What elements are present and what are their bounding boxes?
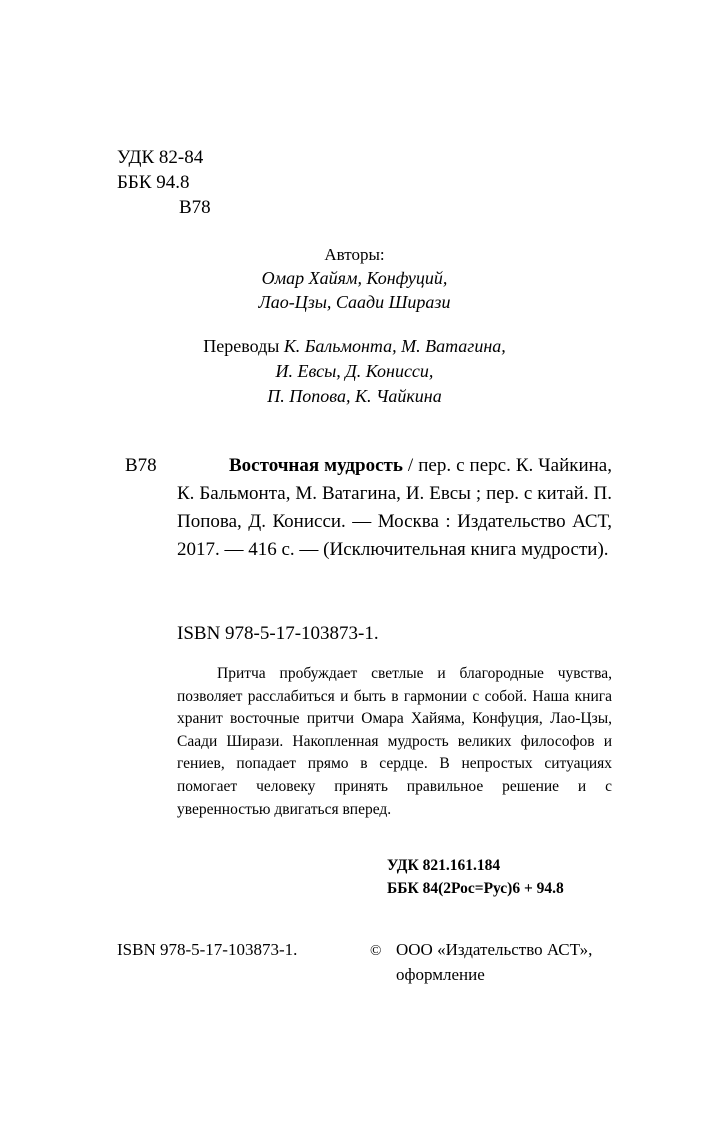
translators-block [0,334,709,409]
annotation-text: Притча пробуждает светлые и благородные чувства, позволяет расслабиться и быть в гармонии с собой. Наша книга хранит восточные притчи Омара Хайяма, Конфуция, Лао-Цзы, Саади Ширази. Накопленная мудрость великих философов и гениев, попадает прямо в сердце. В непростых ситуациях помогает человеку принять правильное решение и с уверенностью двигаться вперед. [177,665,612,818]
footer-isbn: ISBN 978-5-17-103873-1. [117,940,298,959]
udk-code-top: УДК 82-84 [117,147,204,168]
authors-line-2: Лао-Цзы, Саади Ширази [258,292,451,312]
authors-line-1: Омар Хайям, Конфуций, [261,268,448,288]
record-isbn: ISBN 978-5-17-103873-1. [177,623,379,644]
footer-copyright [370,938,592,987]
book-title: Восточная мудрость [229,455,403,476]
bbk-code-bottom: ББК 84(2Рос=Рус)6 + 94.8 [387,880,564,897]
copyright-holder: ООО «Издательство АСТ», [396,940,593,959]
bibliographic-record [125,452,612,564]
classification-top [117,145,211,220]
bbk-code-top: ББК 94.8 [117,172,190,193]
classification-bottom [387,854,564,900]
translators-line-2: И. Евсы, Д. Конисси, [275,361,434,381]
translators-line-1 [0,334,709,359]
authors-block [0,243,709,314]
record-imprint: / пер. с перс. К. Чайкина, К. Бальмонта, М. Ватагина, И. Евсы ; пер. с китай. П. Попова, Д. Конисси. — Москва : Издательство АСТ, 2017. — 416 с. — (Исключительная книга мудрости). [177,455,612,560]
author-sign-code: В78 [179,197,211,218]
record-body [177,452,612,564]
authors-heading: Авторы: [324,245,385,264]
translators-names-1: К. Бальмонта, М. Ватагина, [283,336,506,356]
translators-line-3: П. Попова, К. Чайкина [267,386,442,406]
translators-label: Переводы [203,336,284,356]
copyright-detail: оформление [396,965,485,984]
udk-code-bottom: УДК 821.161.184 [387,857,501,874]
record-marker: В78 [125,455,157,476]
copyright-icon: © [370,943,382,959]
